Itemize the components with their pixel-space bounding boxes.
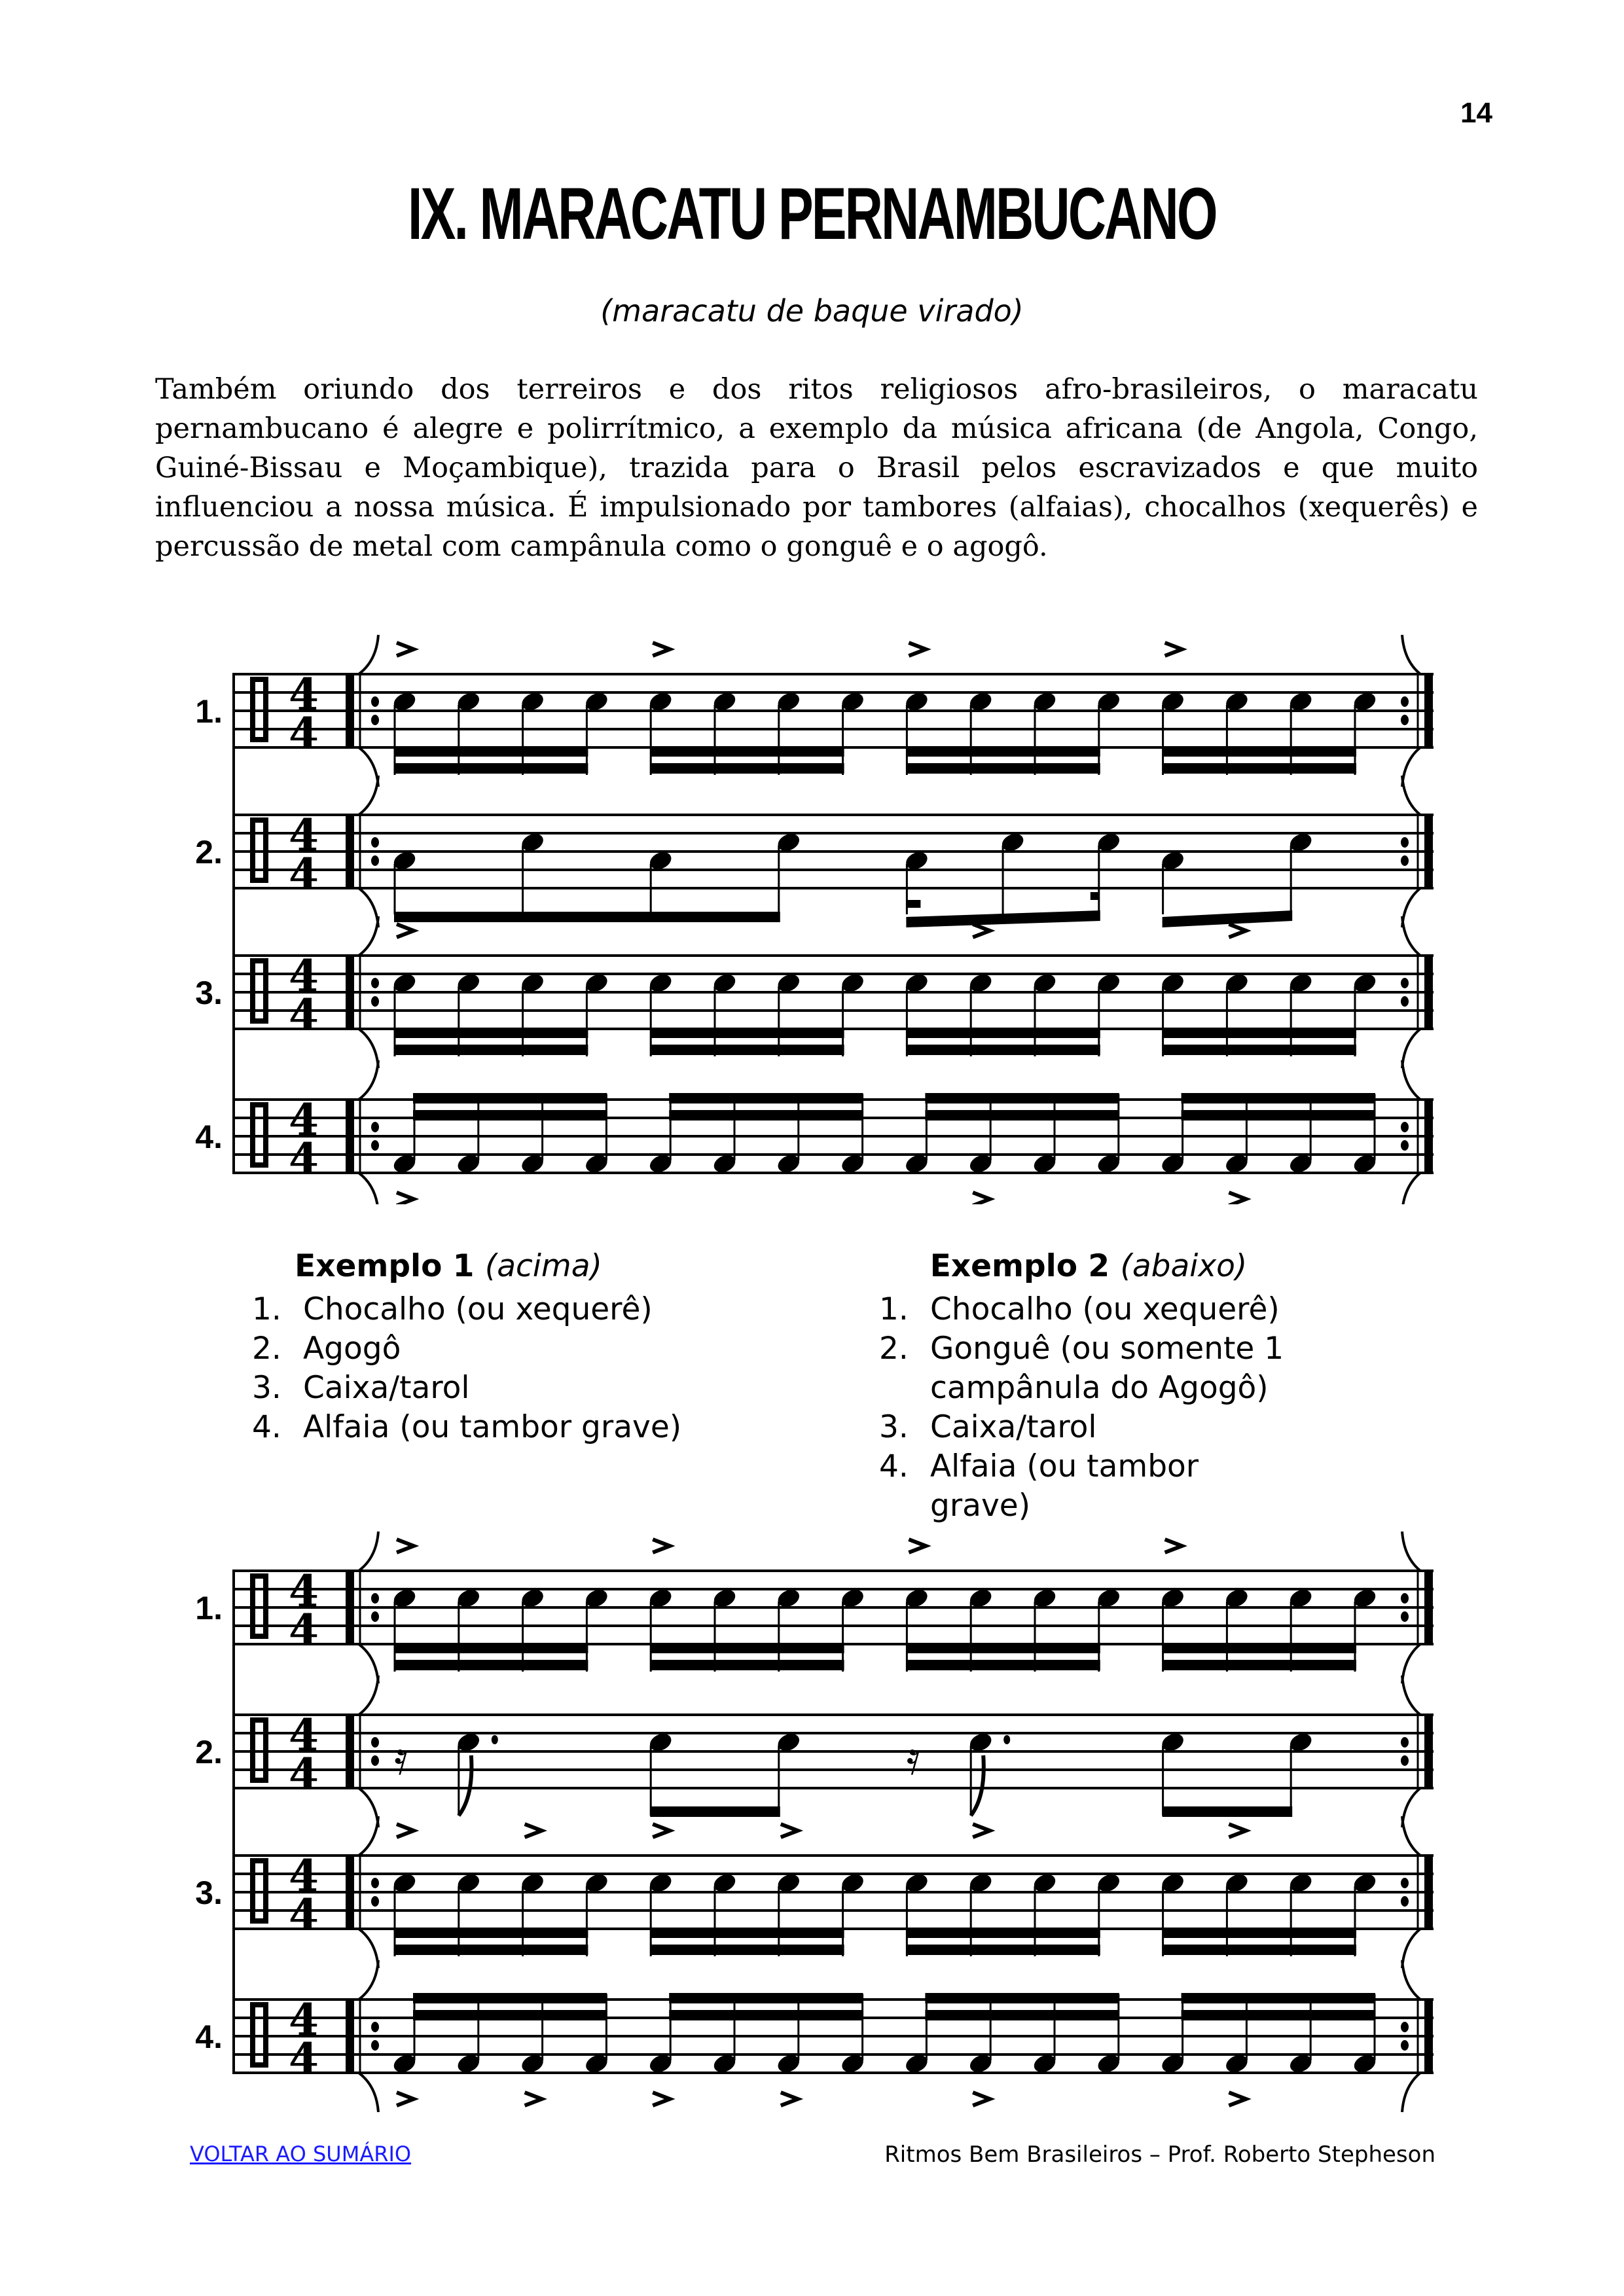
repeat-start-thick-bar (346, 1715, 354, 1788)
accent-mark (397, 924, 414, 937)
repeat-bracket-top (1402, 1960, 1420, 2000)
list-item-label: Gonguê (ou somente 1 campânula do Agogô) (930, 1331, 1284, 1406)
repeat-dot (1401, 2022, 1409, 2032)
beam (394, 1945, 588, 1955)
repeat-dot (1401, 1896, 1409, 1907)
repeat-bracket-bottom (359, 1644, 378, 1683)
augmentation-dot (492, 1735, 498, 1744)
beam (1163, 1028, 1356, 1038)
repeat-dot (371, 855, 379, 866)
beam (650, 1806, 780, 1817)
beam (906, 1045, 1100, 1055)
repeat-bracket-bottom (359, 888, 378, 927)
repeat-bracket-top (359, 1816, 378, 1856)
time-signature-bottom: 4 (289, 849, 319, 900)
beam (1163, 746, 1356, 757)
time-signature-bottom: 4 (289, 1134, 319, 1185)
beam (669, 1093, 863, 1103)
accent-mark (781, 2092, 798, 2106)
repeat-dot (371, 1878, 379, 1888)
list-item-label: Alfaia (ou tambor grave) (303, 1409, 682, 1445)
accent-mark (1229, 1824, 1246, 1837)
repeat-dot (371, 1611, 379, 1622)
beam (906, 1028, 1100, 1038)
beam (1163, 1660, 1356, 1670)
repeat-bracket-top (1402, 635, 1420, 674)
beam (650, 1660, 844, 1670)
staff-label: 1. (195, 1590, 223, 1626)
repeat-dot (1401, 715, 1409, 725)
example-1-heading-text: Exemplo 1 (295, 1248, 475, 1284)
list-item-label: Caixa/tarol (303, 1370, 470, 1406)
repeat-dot (1401, 1593, 1409, 1604)
repeat-bracket-bottom (1402, 1173, 1420, 1204)
accent-mark (1229, 2092, 1246, 2106)
time-signature-bottom: 4 (289, 1605, 319, 1656)
staff (195, 916, 1434, 1068)
repeat-dot (1401, 696, 1409, 707)
repeat-bracket-bottom (359, 1929, 378, 1968)
list-item-label: Alfaia (ou tambor grave) (930, 1448, 1199, 1524)
repeat-start-thick-bar (346, 956, 354, 1029)
staff (195, 776, 1434, 927)
list-item (252, 1408, 776, 1447)
accent-mark (781, 1824, 798, 1837)
beam (1163, 763, 1356, 774)
repeat-bracket-top (1402, 916, 1420, 956)
beam (1182, 2010, 1375, 2020)
staff (195, 1060, 1434, 1204)
time-signature-top: 4 (289, 950, 319, 1001)
beam (669, 1993, 863, 2003)
beam (1182, 1093, 1375, 1103)
intro-paragraph: Também oriundo dos terreiros e dos ritos religiosos afro-brasileiros, o maracatu pernambucano é alegre e polirrítmico, a exemplo da música africana (de Angola, Congo, Guiné-Bissau e Moçambique), trazida para o Brasil pelos escravizados e que muito influenciou a nossa música. É impulsionado por tambores (alfaias), chocalhos (xequerês) e percussão de metal com campânula como o gonguê e o agogô. (155, 373, 1478, 563)
list-item (879, 1408, 1305, 1447)
beam (650, 1928, 844, 1938)
beam (394, 912, 780, 922)
beam (669, 2010, 863, 2020)
repeat-end-thick-bar (1424, 956, 1433, 1029)
repeat-dot (371, 1896, 379, 1907)
repeat-bracket-top (359, 1676, 378, 1715)
example-1-score (0, 615, 1624, 1204)
repeat-dot (1401, 978, 1409, 988)
list-item-label: Chocalho (ou xequerê) (303, 1291, 653, 1327)
staff-label: 4. (195, 1119, 223, 1155)
example-2-legend (879, 1247, 1350, 1526)
repeat-dot (371, 1140, 379, 1151)
list-item-label: Caixa/tarol (930, 1409, 1097, 1445)
staff-label: 1. (195, 693, 223, 730)
repeat-bracket-bottom (1402, 747, 1420, 787)
accent-mark (653, 2092, 670, 2106)
list-item (252, 1329, 776, 1369)
repeat-bracket-top (1402, 1816, 1420, 1856)
partial-beam (1091, 892, 1100, 900)
accent-mark (909, 643, 926, 656)
beam (1163, 1806, 1293, 1817)
list-item (252, 1290, 776, 1329)
list-item-number: 3. (252, 1370, 281, 1406)
staff-label: 3. (195, 975, 223, 1011)
list-item-number: 4. (879, 1448, 909, 1484)
repeat-end-thick-bar (1424, 674, 1433, 747)
example-1-legend (252, 1247, 776, 1447)
beam (650, 763, 844, 774)
time-signature-top: 4 (289, 810, 319, 861)
list-item (879, 1329, 1305, 1408)
beam (925, 1110, 1119, 1121)
accent-mark (397, 1539, 414, 1552)
repeat-dot (1401, 1755, 1409, 1766)
repeat-start-thick-bar (346, 1571, 354, 1644)
example-2-list (879, 1290, 1305, 1526)
example-1-heading-note: (acima) (484, 1248, 602, 1284)
accent-mark (397, 1824, 414, 1837)
accent-mark (653, 1824, 670, 1837)
repeat-dot (371, 696, 379, 707)
beam (394, 1045, 588, 1055)
repeat-dot (371, 837, 379, 848)
repeat-dot (371, 1737, 379, 1748)
repeat-bracket-top (1402, 1676, 1420, 1715)
staff (195, 1816, 1434, 1968)
repeat-dot (371, 978, 379, 988)
beam (1182, 1110, 1375, 1121)
repeat-bracket-top (1402, 1060, 1420, 1100)
accent-mark (909, 1539, 926, 1552)
repeat-bracket-top (359, 916, 378, 956)
repeat-dot (371, 996, 379, 1007)
accent-mark (973, 924, 990, 937)
repeat-dot (1401, 1611, 1409, 1622)
repeat-dot (371, 1755, 379, 1766)
repeat-bracket-bottom (1402, 1644, 1420, 1683)
beam (650, 1028, 844, 1038)
beam (925, 1093, 1119, 1103)
beam (413, 1110, 607, 1121)
repeat-dot (371, 2040, 379, 2051)
page-title: IX. MARACATU PERNAMBUCANO (408, 173, 1216, 255)
beam (906, 1945, 1100, 1955)
sixteenth-rest-icon: 𝄿 (906, 1731, 921, 1785)
repeat-bracket-bottom (359, 1173, 378, 1204)
repeat-end-thick-bar (1424, 1715, 1433, 1788)
back-to-contents-link[interactable]: VOLTAR AO SUMÁRIO (190, 2142, 412, 2166)
repeat-bracket-bottom (1402, 1929, 1420, 1968)
beam (394, 746, 588, 757)
beam (906, 763, 1100, 774)
list-item-number: 2. (252, 1331, 281, 1367)
augmentation-dot (1003, 1735, 1010, 1744)
time-signature-top: 4 (289, 1710, 319, 1761)
beam (925, 1993, 1119, 2003)
beam (1182, 1993, 1375, 2003)
page-number: 14 (1460, 97, 1492, 129)
repeat-bracket-bottom (359, 2073, 378, 2112)
beam (925, 2010, 1119, 2020)
beam (669, 1110, 863, 1121)
example-2-heading (879, 1247, 1298, 1286)
list-item (252, 1369, 776, 1408)
beam (1163, 1643, 1356, 1653)
time-signature-bottom: 4 (289, 1890, 319, 1941)
time-signature-bottom: 4 (289, 2034, 319, 2085)
accent-mark (1165, 1539, 1182, 1552)
beam (394, 763, 588, 774)
beam (413, 1993, 607, 2003)
repeat-bracket-top (359, 776, 378, 815)
accent-mark (973, 1824, 990, 1837)
accent-mark (397, 1193, 414, 1204)
list-item-number: 1. (879, 1291, 909, 1327)
example-2-heading-note: (abaixo) (1120, 1248, 1248, 1284)
accent-mark (973, 1193, 990, 1204)
beam (394, 1028, 588, 1038)
beam (906, 1643, 1100, 1653)
note-flag (971, 1755, 984, 1816)
list-item-number: 1. (252, 1291, 281, 1327)
repeat-start-thick-bar (346, 815, 354, 888)
repeat-end-thick-bar (1424, 1100, 1433, 1173)
accent-mark (1229, 924, 1246, 937)
repeat-bracket-bottom (1402, 888, 1420, 927)
repeat-end-thick-bar (1424, 1571, 1433, 1644)
accent-mark (653, 1539, 670, 1552)
footer-credit: Ritmos Bem Brasileiros – Prof. Roberto Stepheson (884, 2142, 1435, 2168)
repeat-dot (1401, 996, 1409, 1007)
repeat-dot (371, 715, 379, 725)
page-subtitle: (maracatu de baque virado) (600, 293, 1024, 329)
repeat-start-thick-bar (346, 2000, 354, 2073)
repeat-dot (371, 2022, 379, 2032)
sixteenth-rest-icon: 𝄿 (394, 1731, 408, 1785)
time-signature-bottom: 4 (289, 708, 319, 759)
beam (650, 1643, 844, 1653)
beam (413, 2010, 607, 2020)
accent-mark (525, 1824, 542, 1837)
repeat-bracket-bottom (359, 747, 378, 787)
staff-label: 4. (195, 2018, 223, 2055)
partial-beam (906, 900, 920, 908)
repeat-start-thick-bar (346, 1100, 354, 1173)
repeat-bracket-top (1402, 776, 1420, 815)
repeat-start-thick-bar (346, 674, 354, 747)
staff (195, 1960, 1434, 2112)
accent-mark (397, 2092, 414, 2106)
accent-mark (973, 2092, 990, 2106)
repeat-bracket-bottom (1402, 2073, 1420, 2112)
beam (394, 1643, 588, 1653)
beam (906, 746, 1100, 757)
list-item-label: Agogô (303, 1331, 401, 1367)
repeat-bracket-bottom (359, 1788, 378, 1827)
repeat-bracket-top (359, 1532, 378, 1571)
time-signature-bottom: 4 (289, 1749, 319, 1800)
repeat-dot (1401, 855, 1409, 866)
list-item-number: 2. (879, 1331, 909, 1367)
repeat-bracket-top (359, 1060, 378, 1100)
repeat-start-thick-bar (346, 1856, 354, 1929)
beam (650, 746, 844, 757)
beam (650, 1945, 844, 1955)
time-signature-bottom: 4 (289, 990, 319, 1041)
repeat-dot (371, 1122, 379, 1132)
accent-mark (397, 643, 414, 656)
time-signature-top: 4 (289, 669, 319, 720)
repeat-dot (1401, 1122, 1409, 1132)
time-signature-top: 4 (289, 1994, 319, 2045)
beam (906, 1660, 1100, 1670)
staff (195, 1532, 1434, 1683)
repeat-bracket-top (359, 635, 378, 674)
note-flag (459, 1755, 472, 1816)
beam (1163, 1045, 1356, 1055)
staff-label: 2. (195, 834, 223, 870)
accent-mark (1229, 1193, 1246, 1204)
example-1-list (252, 1290, 776, 1447)
list-item (879, 1290, 1305, 1329)
repeat-bracket-bottom (1402, 1029, 1420, 1068)
repeat-bracket-top (1402, 1532, 1420, 1571)
time-signature-top: 4 (289, 1850, 319, 1901)
time-signature-top: 4 (289, 1094, 319, 1145)
list-item-number: 3. (879, 1409, 909, 1445)
beam (394, 1660, 588, 1670)
example-2-score (0, 1512, 1624, 2121)
list-item-number: 4. (252, 1409, 281, 1445)
repeat-dot (1401, 837, 1409, 848)
accent-mark (653, 643, 670, 656)
repeat-dot (371, 1593, 379, 1604)
beam (1163, 1928, 1356, 1938)
staff-label: 2. (195, 1734, 223, 1770)
staff (195, 1676, 1434, 1827)
accent-mark (525, 2092, 542, 2106)
beam (906, 1928, 1100, 1938)
example-2-heading-text: Exemplo 2 (929, 1248, 1110, 1284)
accent-mark (1165, 643, 1182, 656)
repeat-dot (1401, 1878, 1409, 1888)
repeat-bracket-top (359, 1960, 378, 2000)
time-signature-top: 4 (289, 1566, 319, 1617)
beam (650, 1045, 844, 1055)
repeat-bracket-bottom (1402, 1788, 1420, 1827)
beam (394, 1928, 588, 1938)
repeat-dot (1401, 1737, 1409, 1748)
repeat-end-thick-bar (1424, 1856, 1433, 1929)
example-1-heading (252, 1247, 645, 1286)
examples-legend (0, 1247, 1624, 1524)
repeat-dot (1401, 2040, 1409, 2051)
repeat-bracket-bottom (359, 1029, 378, 1068)
list-item-label: Chocalho (ou xequerê) (930, 1291, 1280, 1327)
repeat-end-thick-bar (1424, 815, 1433, 888)
staff (195, 635, 1434, 787)
beam (413, 1093, 607, 1103)
staff-label: 3. (195, 1874, 223, 1911)
beam (1163, 1945, 1356, 1955)
repeat-dot (1401, 1140, 1409, 1151)
repeat-end-thick-bar (1424, 2000, 1433, 2073)
beam (1163, 910, 1293, 927)
